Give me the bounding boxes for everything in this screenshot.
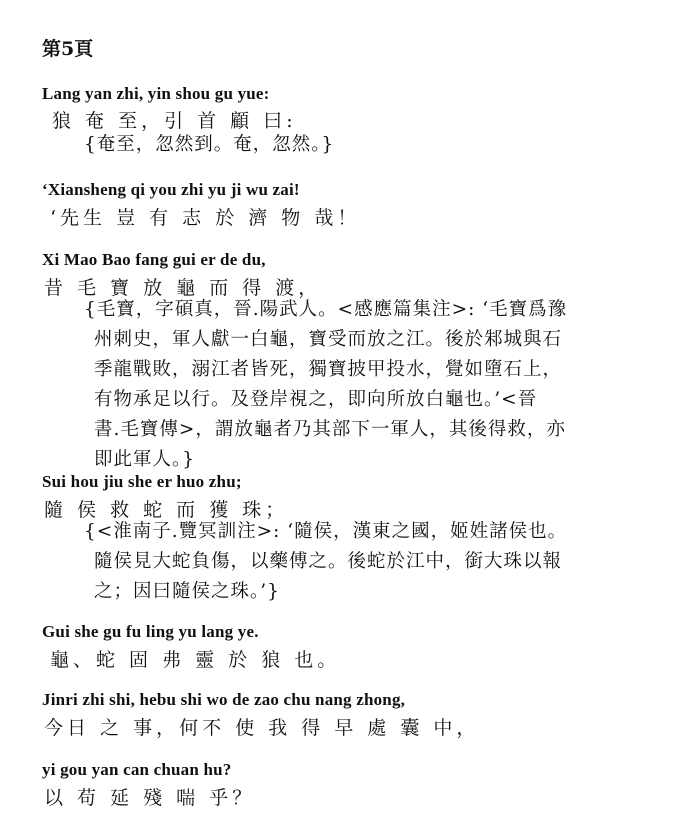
note-line: 之；因曰隨侯之珠。’}	[94, 581, 280, 602]
stanza-6-pinyin: Jinri zhi shi, hebu shi wo de zao chu nang zhong,	[42, 690, 406, 709]
stanza-4-hanzi: 隨 侯 救 蛇 而 獲 珠；	[44, 499, 289, 521]
stanza-1-hanzi: 狼 奄 至，引 首 顧 曰:	[52, 110, 297, 132]
stanza-5-hanzi: 龜、蛇 固 弗 靈 於 狼 也。	[50, 649, 341, 671]
note-line: 書.毛寶傳>，謂放龜者乃其部下一軍人，其後得救，亦	[94, 419, 566, 440]
stanza-3-pinyin: Xi Mao Bao fang gui er de du,	[42, 250, 266, 269]
note-line: 即此軍人。}	[94, 449, 196, 470]
note-line: {毛寶，字碩真，晉.陽武人。<感應篇集注>: ‘毛寶爲豫	[84, 299, 568, 320]
stanza-4-pinyin: Sui hou jiu she er huo zhu;	[42, 472, 242, 491]
stanza-2-pinyin: ‘Xiansheng qi you zhi yu ji wu zai!	[42, 180, 300, 199]
stanza-7-hanzi: 以 苟 延 殘 喘 乎？	[44, 787, 256, 809]
stanza-1-pinyin: Lang yan zhi, yin shou gu yue:	[42, 84, 270, 103]
stanza-5-pinyin: Gui she gu fu ling yu lang ye.	[42, 622, 259, 641]
stanza-2-hanzi: ‘先生 豈 有 志 於 濟 物 哉！	[50, 207, 361, 229]
stanza-7-pinyin: yi gou yan can chuan hu?	[42, 760, 232, 779]
stanza-6-hanzi: 今日 之 事，何不 使 我 得 早 處 囊 中，	[44, 717, 480, 739]
page-label: 第5頁	[42, 38, 94, 60]
note-line: 州刺史，軍人獻一白龜，寶受而放之江。後於邾城與石	[94, 329, 563, 350]
stanza-3-note	[84, 295, 567, 475]
stanza-4-note	[84, 517, 567, 607]
note-line: 有物承足以行。及登岸視之，即向所放白龜也。’<晉	[94, 389, 538, 410]
note-line: 隨侯見大蛇負傷，以藥傅之。後蛇於江中，銜大珠以報	[94, 551, 563, 572]
note-line: {<淮南子.覽冥訓注>: ‘隨侯，漢東之國，姬姓諸侯也。	[84, 521, 568, 542]
stanza-1-note	[84, 130, 334, 160]
note-line: 季龍戰敗，溺江者皆死，獨寶披甲投水，覺如墮石上，	[94, 359, 563, 380]
note-line: {奄至，忽然到。奄，忽然。}	[84, 134, 335, 155]
stanza-3-hanzi: 昔 毛 寶 放 龜 而 得 渡，	[44, 277, 322, 299]
